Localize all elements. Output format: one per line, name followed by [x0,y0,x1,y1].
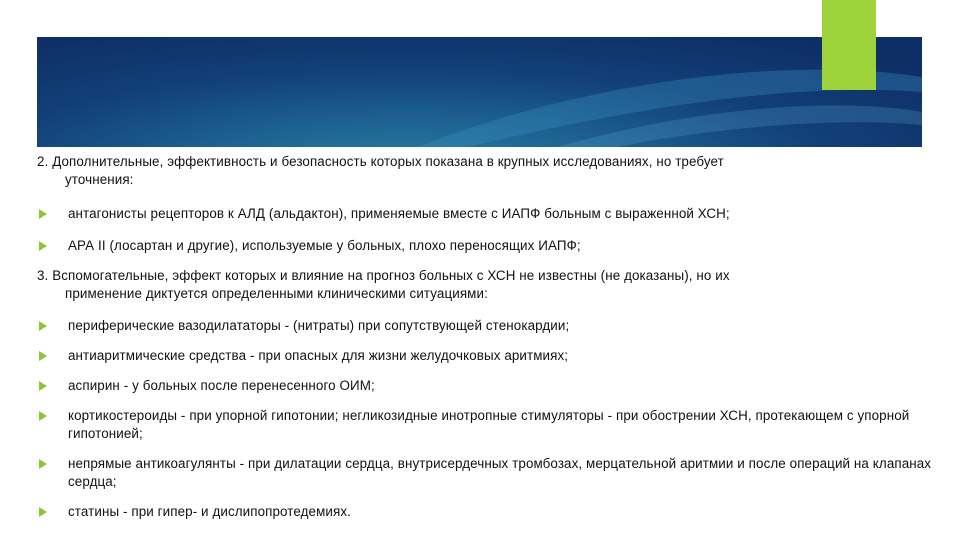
section-2-heading-line-2: уточнения: [65,172,134,187]
list-item [37,317,937,335]
bullet-arrow-icon [39,321,47,331]
green-accent-bar [822,0,876,90]
bullet-arrow-icon [39,411,47,421]
list-item [37,377,937,395]
section-2-heading-line-1: 2. Дополнительные, эффективность и безопасность которых показана в крупных исследованиях, но требует [37,154,724,169]
section-3-heading [37,267,937,303]
list-item [37,407,937,443]
list-item-text: кортикостероиды - при упорной гипотонии; негликозидные инотропные стимуляторы - при обострении ХСН, протекающем с упорной гипотонией; [68,408,910,441]
list-item [37,237,937,255]
list-item [37,503,937,521]
section-2-heading [37,153,937,189]
list-item-text: статины - при гипер- и дислипопротедемиях. [68,504,351,519]
list-item [37,455,937,491]
bullet-arrow-icon [39,381,47,391]
list-item-text: антиаритмические средства - при опасных для жизни желудочковых аритмиях; [68,348,569,363]
list-item-text: АРА II (лосартан и другие), используемые у больных, плохо переносящих ИАПФ; [68,238,581,253]
bullet-arrow-icon [39,459,47,469]
bullet-arrow-icon [39,209,47,219]
list-item-text: непрямые антикоагулянты - при дилатации сердца, внутрисердечных тромбозах, мерцательной аритмии и после операций на клапанах сердца; [68,456,932,489]
header-banner [37,37,922,147]
section-3-heading-line-1: 3. Вспомогательные, эффект которых и влияние на прогноз больных с ХСН не известны (не доказаны), но их [37,268,730,283]
section-3-heading-line-2: применение диктуется определенными клиническими ситуациями: [65,286,488,301]
list-item-text: аспирин - у больных после перенесенного ОИМ; [68,378,375,393]
banner-swoosh-decoration [37,37,922,147]
list-item [37,205,937,223]
list-item-text: периферические вазодилататоры - (нитраты) при сопутствующей стенокардии; [68,318,570,333]
bullet-arrow-icon [39,241,47,251]
list-item-text: антагонисты рецепторов к АЛД (альдактон), применяемые вместе с ИАПФ больным с выраженной ХСН; [68,206,730,221]
bullet-arrow-icon [39,507,47,517]
list-item [37,347,937,365]
bullet-arrow-icon [39,351,47,361]
slide-body [37,153,937,533]
